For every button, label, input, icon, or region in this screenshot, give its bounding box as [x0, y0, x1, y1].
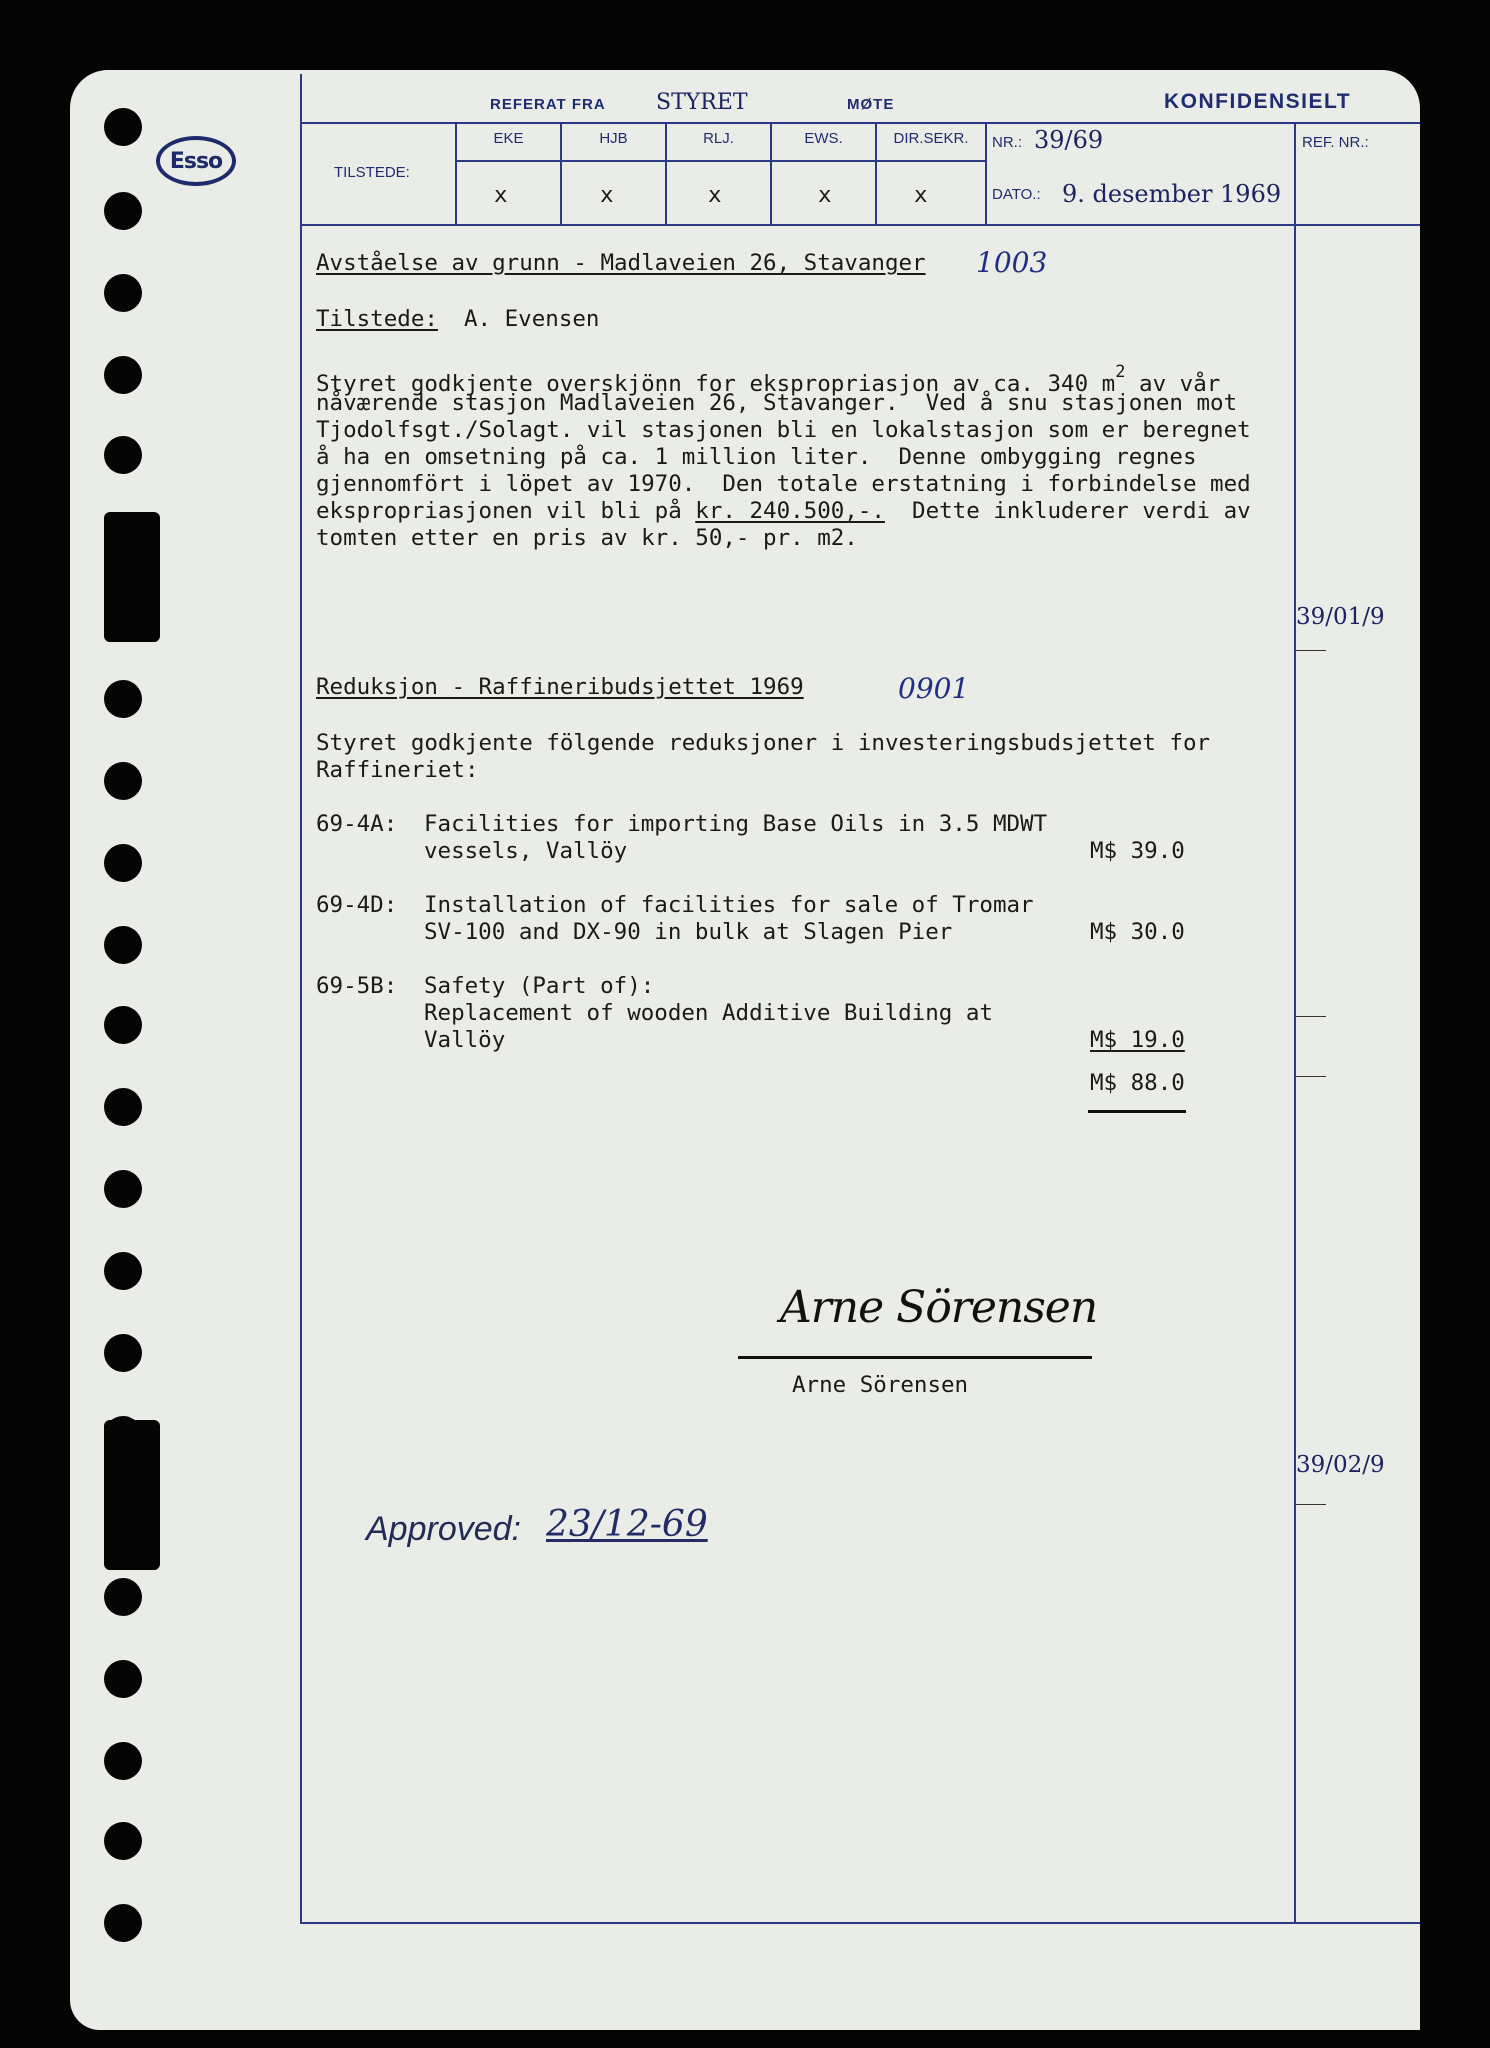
section2-note: 0901 [898, 672, 970, 705]
item-amount: M$ 39.0 [1090, 838, 1185, 864]
header-line-bottom [300, 224, 1420, 226]
binder-hole [104, 274, 142, 312]
item-code: 69-4A: [316, 811, 398, 837]
item-line: Safety (Part of): [424, 973, 655, 999]
binder-hole [104, 356, 142, 394]
binder-hole [104, 1742, 142, 1780]
col-line [985, 124, 987, 224]
item-code: 69-4D: [316, 892, 398, 918]
left-frame-line [300, 74, 302, 1922]
attendee-mark: x [818, 182, 832, 208]
attendee-initials: EWS. [804, 130, 843, 147]
torn-tab [104, 512, 160, 642]
attendee-mark: x [494, 182, 508, 208]
section1-note: 1003 [976, 246, 1048, 279]
item-code: 69-5B: [316, 973, 398, 999]
item-line: Facilities for importing Base Oils in 3.5 MDWT [424, 811, 1048, 837]
binder-hole [104, 1088, 142, 1126]
binder-hole [104, 1170, 142, 1208]
item-line: Vallöy [424, 1027, 506, 1053]
binder-hole [104, 844, 142, 882]
binder-hole [104, 680, 142, 718]
section2-intro: Styret godkjente fölgende reduksjoner i investeringsbudsjettet for [316, 730, 1211, 756]
attendee-mark: x [600, 182, 614, 208]
binder-hole [104, 108, 142, 146]
section1-line: Tjodolfsgt./Solagt. vil stasjonen bli en lokalstasjon som er beregnet [316, 417, 1251, 443]
total-underline [1088, 1110, 1186, 1113]
attendee-initials: DIR.SEKR. [893, 130, 969, 147]
mote-label: MØTE [847, 96, 895, 113]
binder-hole [104, 762, 142, 800]
approved-date: 23/12-69 [546, 1504, 708, 1545]
binder-hole [104, 1660, 142, 1698]
signature: Arne Sörensen [780, 1282, 1098, 1333]
item-line: vessels, Vallöy [424, 838, 628, 864]
ref-tick [1296, 1016, 1326, 1017]
present-name: A. Evensen [464, 306, 600, 332]
esso-logo: Esso [156, 136, 236, 186]
ref-tick [1296, 1076, 1326, 1077]
torn-tab [104, 1420, 160, 1570]
present-label: Tilstede: [316, 306, 438, 332]
section1-title: Avståelse av grunn - Madlaveien 26, Stavanger [316, 250, 926, 276]
bottom-frame-line [300, 1922, 1420, 1924]
binder-hole [104, 436, 142, 474]
ref-tick [1296, 650, 1326, 651]
section1-line: nåværende stasjon Madlaveien 26, Stavanger. Ved å snu stasjonen mot [316, 390, 1238, 416]
section1-line: gjennomfört i löpet av 1970. Den totale erstatning i forbindelse med [316, 471, 1251, 497]
item-amount: M$ 19.0 [1090, 1027, 1185, 1053]
section2-title: Reduksjon - Raffineribudsjettet 1969 [316, 674, 804, 700]
referat-body: STYRET [656, 90, 748, 115]
signature-line [738, 1356, 1092, 1359]
section2-intro: Raffineriet: [316, 757, 479, 783]
section1-line: å ha en omsetning på ca. 1 million liter. Denne ombygging regnes [316, 444, 1197, 470]
binder-hole [104, 1822, 142, 1860]
binder-hole [104, 1252, 142, 1290]
dato-value: 9. desember 1969 [1062, 180, 1282, 208]
binder-hole [104, 1904, 142, 1942]
item-line: SV-100 and DX-90 in bulk at Slagen Pier [424, 919, 953, 945]
right-frame-line [1294, 124, 1296, 1922]
approved-label: Approved: [366, 1510, 521, 1548]
nr-label: NR.: [992, 134, 1022, 151]
binder-hole [104, 1334, 142, 1372]
attendee-mark: x [708, 182, 722, 208]
section1-ref: 39/01/9 [1296, 604, 1385, 630]
ref-tick [1296, 1504, 1326, 1505]
attendee-initials: HJB [599, 130, 628, 147]
attendee-initials: EKE [493, 130, 524, 147]
section1-line: tomten etter en pris av kr. 50,- pr. m2. [316, 525, 858, 551]
signer-name: Arne Sörensen [792, 1372, 969, 1398]
binder-hole [104, 1006, 142, 1044]
binder-hole [104, 1578, 142, 1616]
ref-label: REF. NR.: [1302, 134, 1369, 151]
attendee-mark: x [914, 182, 928, 208]
nr-value: 39/69 [1034, 126, 1104, 154]
total-amount: M$ 88.0 [1090, 1070, 1185, 1096]
binder-hole [104, 192, 142, 230]
attendee-divider [455, 160, 985, 162]
tilstede-label: TILSTEDE: [334, 164, 410, 181]
dato-label: DATO.: [992, 186, 1041, 203]
binder-hole [104, 926, 142, 964]
section1-line: ekspropriasjonen vil bli på kr. 240.500,-. Dette inkluderer verdi av [316, 498, 1251, 524]
section1-line: Styret godkjente overskjönn for ekspropriasjon av ca. 340 $m^2$ av vår [316, 362, 1221, 397]
referat-label: REFERAT FRA [490, 96, 606, 113]
item-amount: M$ 30.0 [1090, 919, 1185, 945]
header-line-top [300, 122, 1420, 124]
item-line: Replacement of wooden Additive Building at [424, 1000, 993, 1026]
attendee-initials: RLJ. [703, 130, 734, 147]
section2-ref: 39/02/9 [1296, 1452, 1385, 1478]
item-line: Installation of facilities for sale of Tromar [424, 892, 1034, 918]
confidential-label: KONFIDENSIELT [1164, 90, 1352, 113]
